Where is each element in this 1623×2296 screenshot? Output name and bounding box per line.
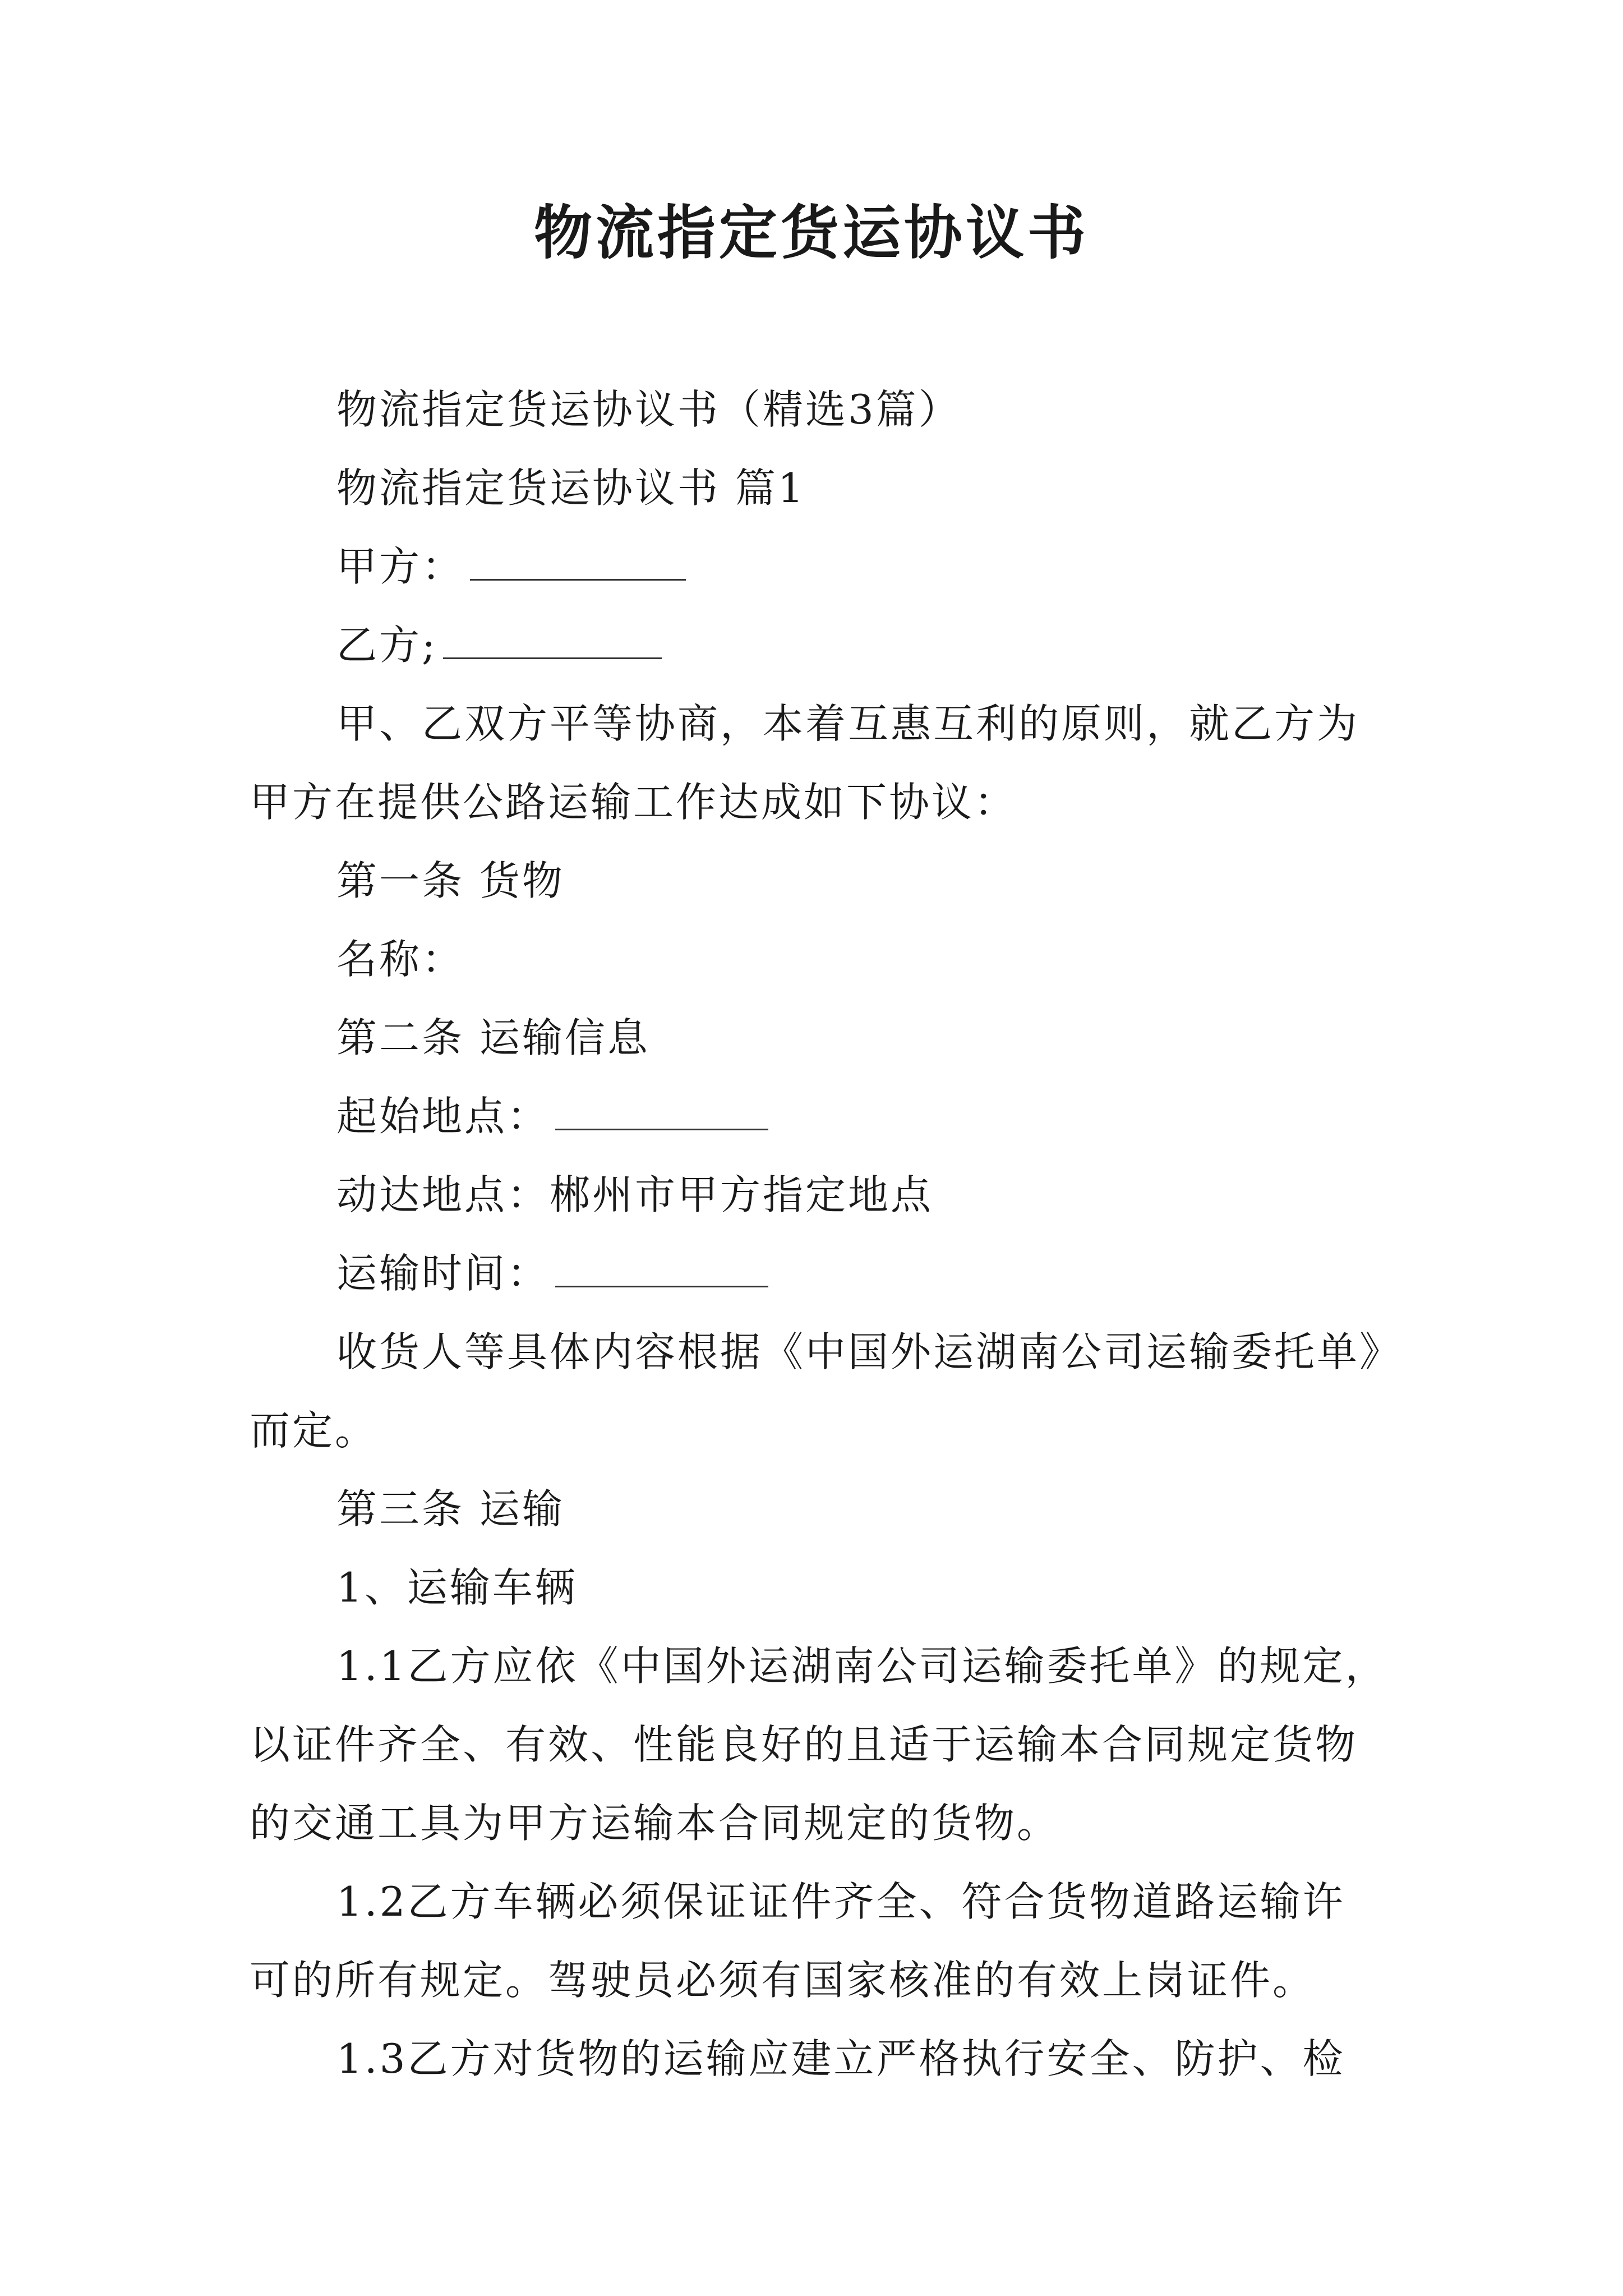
document-body bbox=[250, 370, 1403, 2098]
party-b-label: 乙方; bbox=[336, 622, 438, 669]
transport-time-label: 运输时间： bbox=[336, 1250, 550, 1297]
party-b-blank bbox=[443, 625, 662, 659]
paragraph-line: 甲、乙双方平等协商，本着互惠互利的原则，就乙方为 bbox=[336, 700, 1360, 747]
paragraph-line: 名称： bbox=[336, 936, 465, 983]
paragraph-line: 1.1乙方应依《中国外运湖南公司运输委托单》的规定， bbox=[336, 1642, 1388, 1690]
paragraph-line: 可的所有规定。驾驶员必须有国家核准的有效上岗证件。 bbox=[250, 1957, 1316, 2004]
party-a-line bbox=[250, 527, 1394, 606]
paragraph-line: 而定。 bbox=[250, 1407, 378, 1454]
origin-line bbox=[250, 1077, 1394, 1156]
transport-time-blank bbox=[555, 1253, 768, 1287]
paragraph-line: 以证件齐全、有效、性能良好的且适于运输本合同规定货物 bbox=[250, 1721, 1358, 1768]
paragraph-line: 1、运输车辆 bbox=[336, 1564, 578, 1611]
party-a-blank bbox=[470, 546, 686, 581]
transport-time-line bbox=[250, 1234, 1394, 1313]
article-heading: 第二条 运输信息 bbox=[336, 1014, 650, 1061]
origin-blank bbox=[555, 1096, 768, 1130]
origin-label: 起始地点： bbox=[336, 1093, 550, 1140]
party-b-line bbox=[250, 606, 1394, 684]
article-heading: 第三条 运输 bbox=[336, 1485, 565, 1533]
section-heading-line: 物流指定货运协议书 篇1 bbox=[336, 464, 806, 512]
document-title: 物流指定货运协议书 bbox=[533, 198, 1089, 267]
article-heading: 第一条 货物 bbox=[336, 857, 565, 904]
subtitle-line: 物流指定货运协议书（精选3篇） bbox=[336, 386, 961, 433]
paragraph-line: 收货人等具体内容根据《中国外运湖南公司运输委托单》 bbox=[336, 1328, 1403, 1375]
paragraph-line: 的交通工具为甲方运输本合同规定的货物。 bbox=[250, 1800, 1060, 1847]
destination-line: 动达地点：郴州市甲方指定地点 bbox=[336, 1171, 934, 1218]
paragraph-line: 1.3乙方对货物的运输应建立严格执行安全、防护、检 bbox=[336, 2035, 1345, 2082]
paragraph-line: 甲方在提供公路运输工作达成如下协议： bbox=[250, 779, 1017, 826]
paragraph-line: 1.2乙方车辆必须保证证件齐全、符合货物道路运输许 bbox=[336, 1878, 1345, 1925]
party-a-label: 甲方： bbox=[336, 543, 465, 590]
